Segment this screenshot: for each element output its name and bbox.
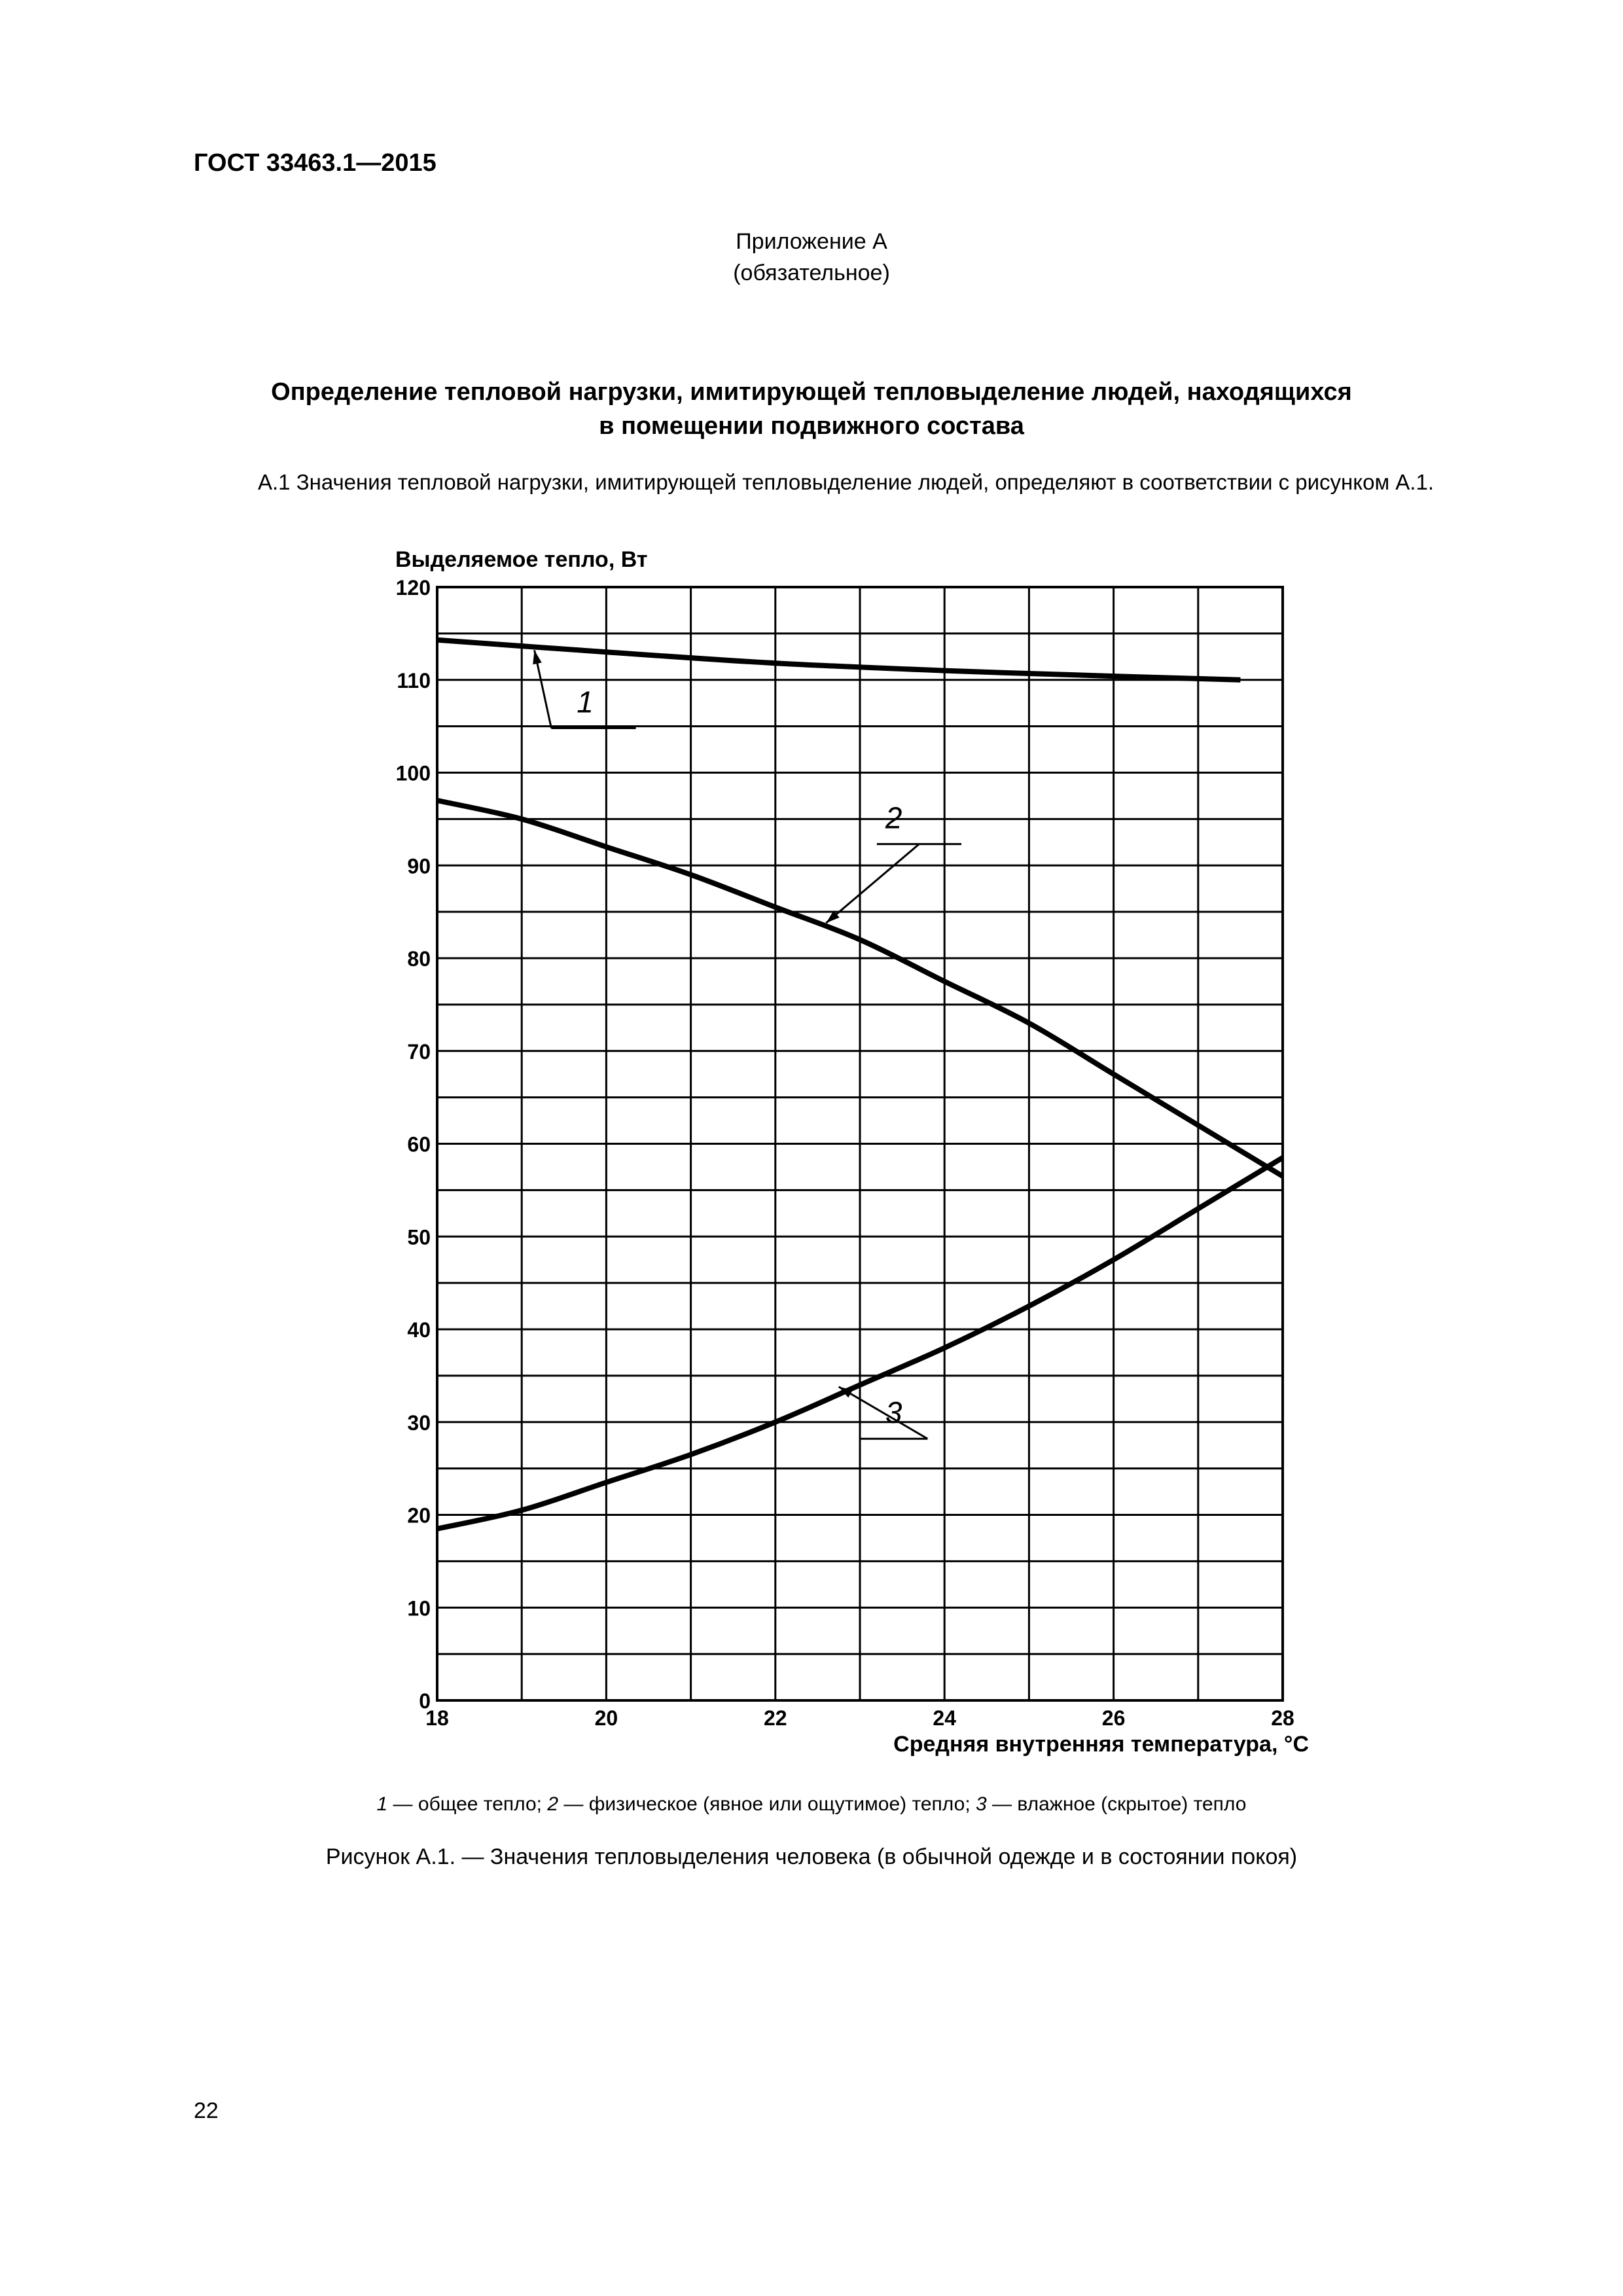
x-tick-label: 26 [1101, 1706, 1126, 1730]
page-number: 22 [194, 2098, 219, 2123]
legend-num-3: 3 [976, 1793, 987, 1815]
y-tick-label: 80 [407, 947, 431, 971]
y-tick-label: 70 [407, 1039, 431, 1064]
y-tick-label: 10 [407, 1596, 431, 1621]
chart-ticks [396, 576, 1294, 1730]
legend-text-2: — физическое (явное или ощутимое) тепло; [558, 1793, 976, 1815]
x-axis-label: Средняя внутренняя температура, °С [893, 1732, 1309, 1757]
legend-num-1: 1 [376, 1793, 388, 1815]
section-title-line1: Определение тепловой нагрузки, имитирующей тепловыделение людей, находящихся [271, 378, 1352, 406]
standard-number: ГОСТ 33463.1—2015 [194, 149, 437, 177]
curve-label-1: 1 [577, 685, 594, 719]
y-tick-label: 110 [397, 668, 431, 692]
series-line-1 [437, 640, 1240, 680]
legend-text-1: — общее тепло; [387, 1793, 548, 1815]
y-tick-label: 50 [407, 1225, 431, 1249]
annex-title: Приложение А [736, 229, 887, 254]
paragraph-a1: А.1 Значения тепловой нагрузки, имитирующей тепловыделение людей, определяют в соответствии с рисунком А.1. [258, 470, 1435, 494]
curve-label-3: 3 [885, 1395, 902, 1430]
curve-label-2: 2 [885, 800, 902, 835]
y-tick-label: 100 [395, 761, 431, 785]
section-title-line2: в помещении подвижного состава [599, 412, 1024, 440]
y-axis-label: Выделяемое тепло, Вт [395, 547, 648, 572]
x-tick-label: 20 [594, 1706, 618, 1730]
legend-num-2: 2 [547, 1793, 559, 1815]
leader-arrowhead [533, 650, 542, 664]
annex-status: (обязательное) [733, 260, 890, 285]
y-tick-label: 40 [407, 1318, 431, 1342]
x-tick-label: 28 [1271, 1706, 1294, 1730]
chart-grid [437, 587, 1283, 1700]
figure-legend [0, 1793, 1623, 1816]
legend-text-3: — влажное (скрытое) тепло [986, 1793, 1247, 1815]
x-tick-label: 24 [933, 1706, 956, 1730]
leader-line [839, 1387, 928, 1439]
x-tick-label: 18 [425, 1706, 449, 1730]
x-tick-label: 22 [764, 1706, 787, 1730]
figure-caption: Рисунок А.1. — Значения тепловыделения человека (в обычной одежде и в состоянии покоя) [325, 1844, 1298, 1869]
y-tick-label: 60 [407, 1132, 431, 1157]
y-tick-label: 120 [395, 576, 431, 600]
y-tick-label: 0 [419, 1689, 431, 1713]
y-tick-label: 30 [407, 1410, 431, 1435]
y-tick-label: 20 [407, 1503, 431, 1528]
y-tick-label: 90 [407, 854, 431, 878]
